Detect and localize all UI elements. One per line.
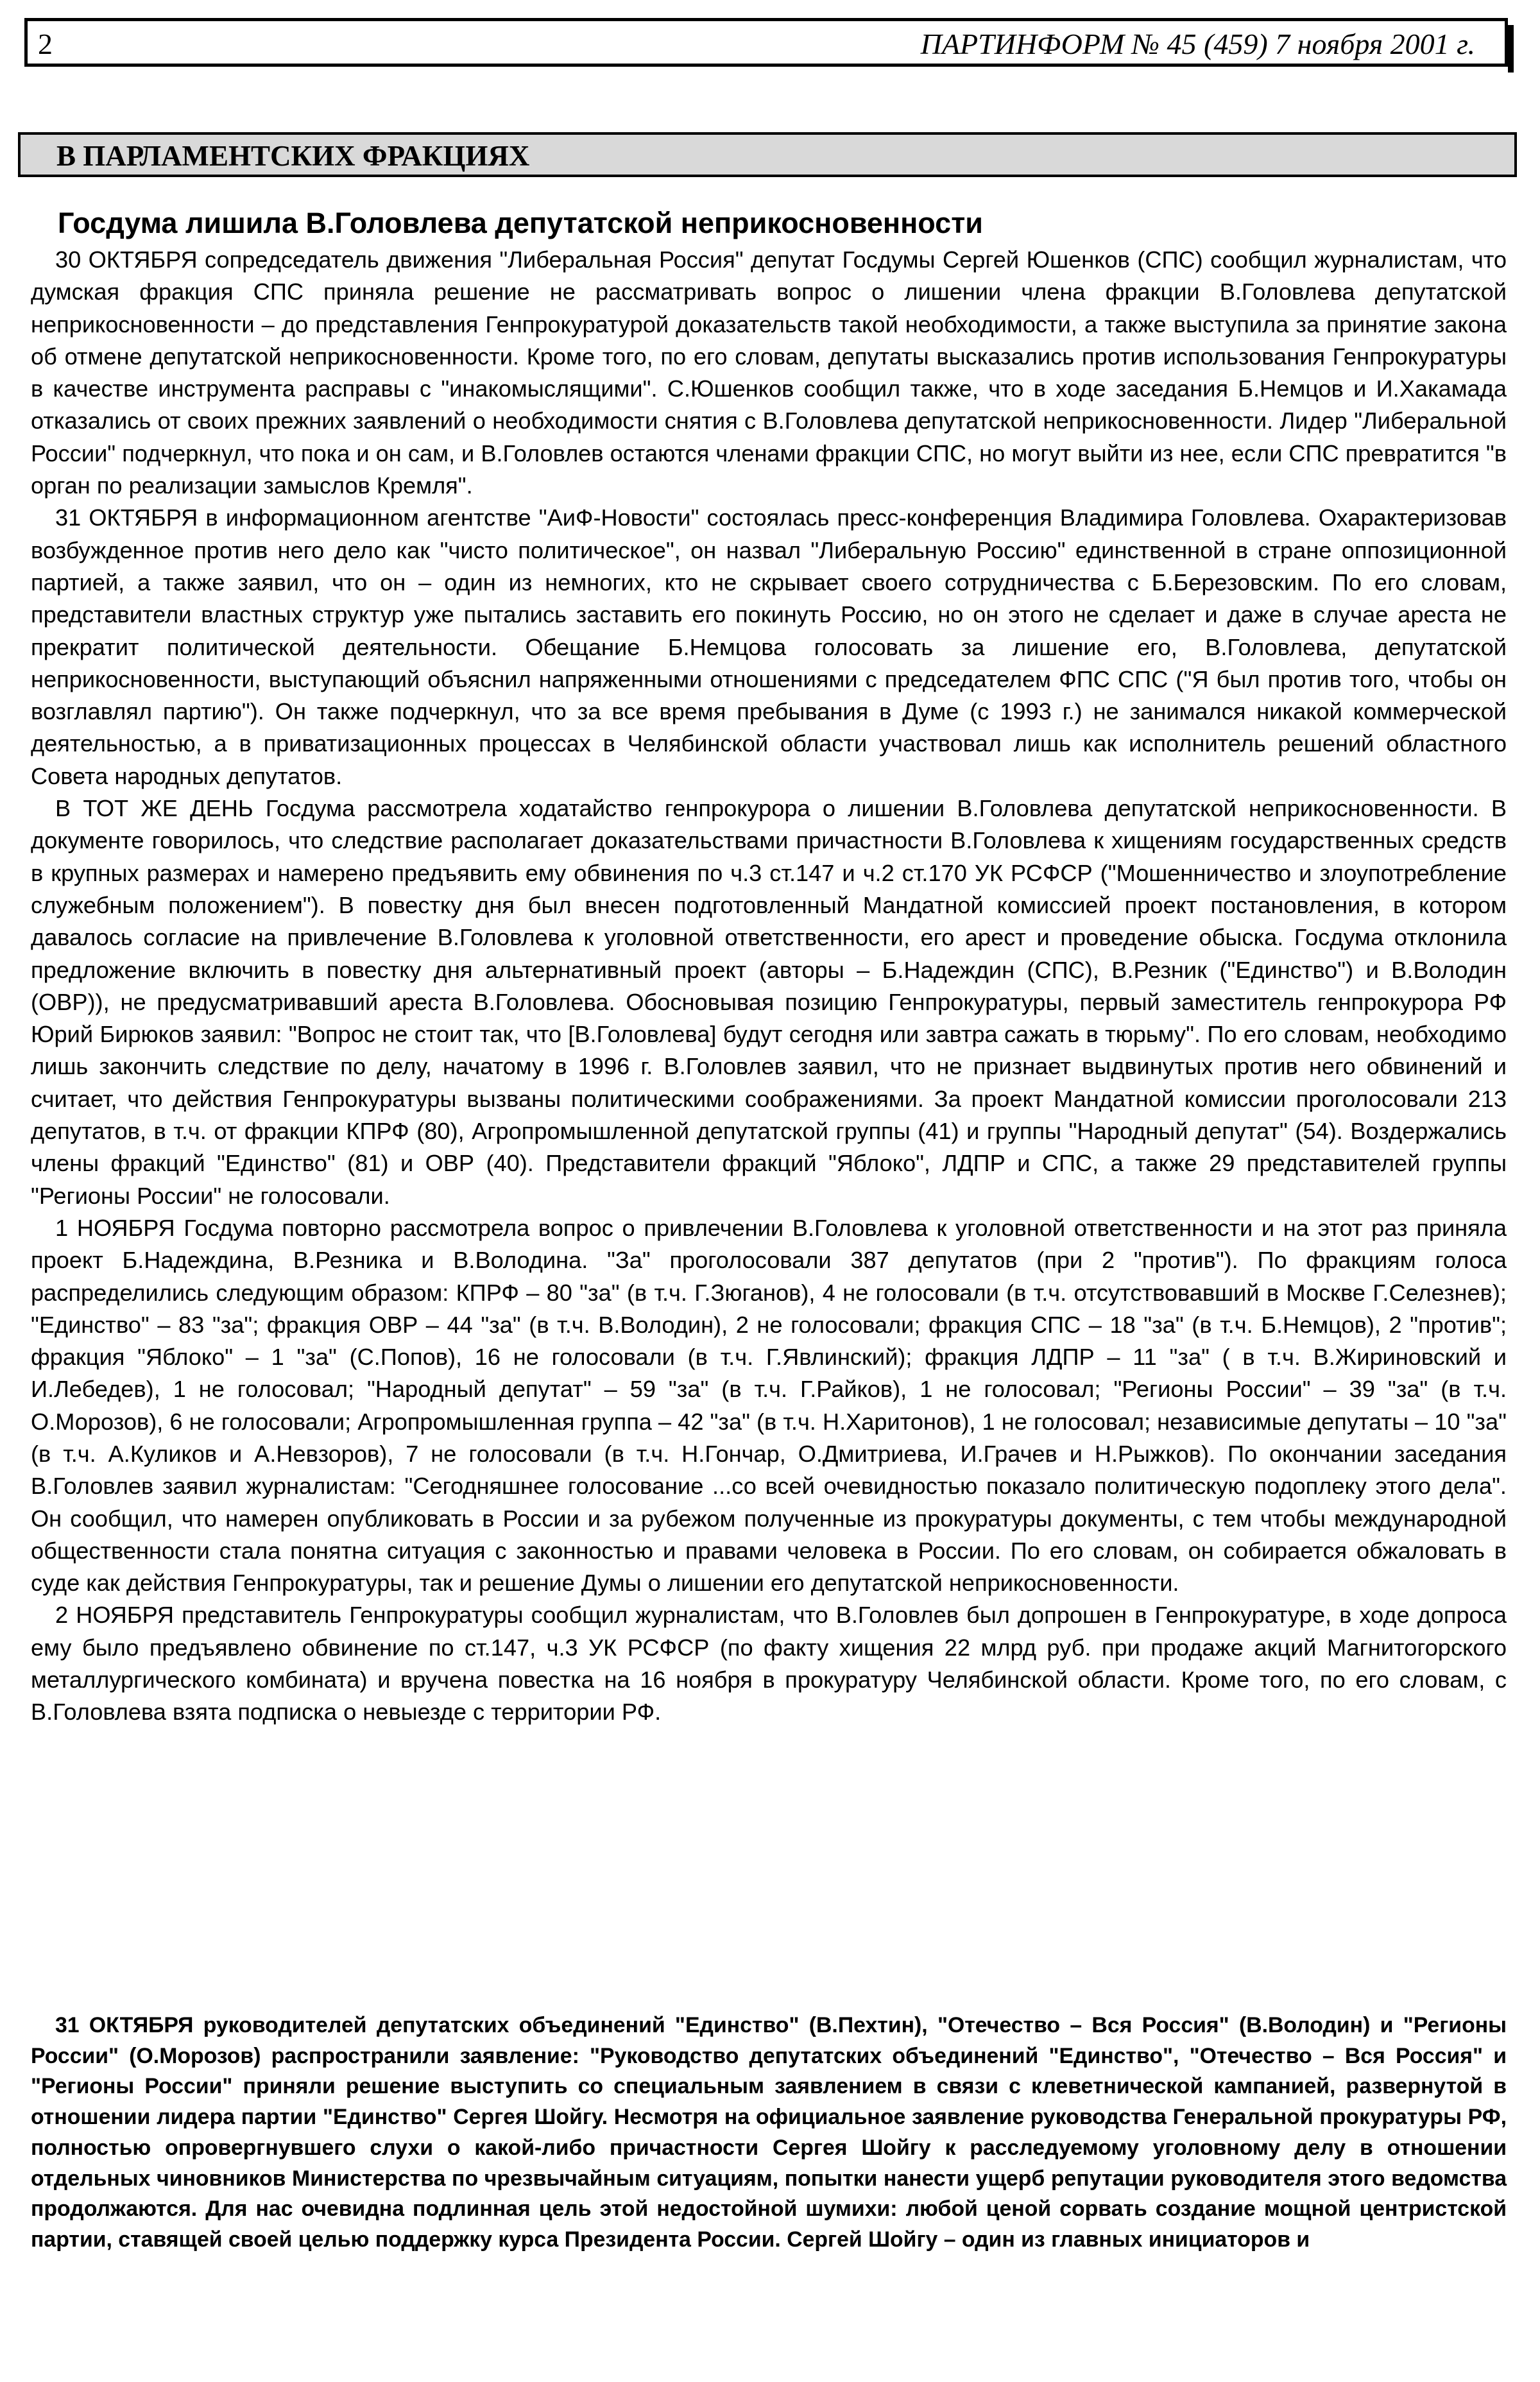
article-paragraph: 1 НОЯБРЯ Госдума повторно рассмотрела вопрос о привлечении В.Головлева к уголовной ответственности и на этот раз приняла проект Б.Надеждина, В.Резника и В.Володина. "За" проголосовали 387 депутатов (при 2 "против"). По фракциям голоса распределились следующим образом: КПРФ – 80 "за" (в т.ч. Г.Зюганов), 4 не голосовали (в т.ч. отсутствовавший в Москве Г.Селезнев); "Единство" – 83 "за"; фракция ОВР – 44 "за" (в т.ч. В.Володин), 2 не голосовали; фракция СПС – 18 "за" (в т.ч. Б.Немцов), 2 "против"; фракция "Яблоко" – 1 "за" (С.Попов), 16 не голосовали (в т.ч. Г.Явлинский); фракция ЛДПР – 11 "за" ( в т.ч. В.Жириновский и И.Лебедев), 1 не голосовал; "Народный депутат" – 59 "за" (в т.ч. Г.Райков), 1 не голосовал; "Регионы России" – 39 "за" (в т.ч. О.Морозов), 6 не голосовали; Агропромышленная группа – 42 "за" (в т.ч. Н.Харитонов), 1 не голосовал; независимые депутаты – 10 "за" (в т.ч. А.Куликов и А.Невзоров), 7 не голосовали (в т.ч. Н.Гончар, О.Дмитриева, И.Грачев и Н.Рыжков). По окончании заседания В.Головлев заявил журналистам: "Сегодняшнее голосование ...со всей очевидностью показало политическую подоплеку этого дела". Он сообщил, что намерен опубликовать в России и за рубежом полученные из прокуратуры документы, с тем чтобы международной общественности стала понятна ситуация с законностью и правами человека в России. По его словам, он собирается обжаловать в суде как действия Генпрокуратуры, так и решение Думы о лишении его депутатской неприкосновенности. <box>31 1214 1507 1597</box>
statement-text: 31 ОКТЯБРЯ руководителей депутатских объединений "Единство" (В.Пехтин), "Отечество – Вся Россия" (В.Володин) и "Регионы России" (О.Морозов) распространили заявление: "Руководство депутатских объединений "Единство", "Отечество – Вся Россия" и "Регионы России" приняли решение выступить со специальным заявлением в связи с клеветнической кампанией, развернутой в отношении лидера партии "Единство" Сергея Шойгу. Несмотря на официальное заявление руководства Генеральной прокуратуры РФ, полностью опровергнувшего слухи о какой-либо причастности Сергея Шойгу к расследуемому уголовному делу в отношении отдельных чиновников Министерства по чрезвычайным ситуациям, попытки нанести ущерб репутации руководителя этого ведомства продолжаются. Для нас очевидна подлинная цель этой недостойной шумихи: любой ценой сорвать создание мощной центристской партии, ставящей своей целью поддержку курса Президента России. Сергей Шойгу – один из главных инициаторов и <box>31 2013 1507 2252</box>
section-title: В ПАРЛАМЕНТСКИХ ФРАКЦИЯХ <box>56 140 530 172</box>
article-paragraph: 30 ОКТЯБРЯ сопредседатель движения "Либеральная Россия" депутат Госдумы Сергей Юшенков (СПС) сообщил журналистам, что думская фракция СПС приняла решение не рассматривать вопрос о лишении члена фракции В.Головлева депутатской неприкосновенности – до представления Генпрокуратурой доказательств такой необходимости, а также выступила за принятие закона об отмене депутатской неприкосновенности. Кроме того, по его словам, депутаты высказались против использования Генпрокуратуры в качестве инструмента расправы с "инакомыслящими". С.Юшенков сообщил также, что в ходе заседания Б.Немцов и И.Хакамада отказались от своих прежних заявлений о необходимости снятия с В.Головлева депутатской неприкосновенности. Лидер "Либеральной России" подчеркнул, что пока и он сам, и В.Головлев остаются членами фракции СПС, но могут выйти из нее, если СПС превратится "в орган по реализации замыслов Кремля". <box>31 246 1507 499</box>
article-title: Госдума лишила В.Головлева депутатской неприкосновенности <box>58 207 983 239</box>
article-paragraph: 31 ОКТЯБРЯ в информационном агентстве "АиФ-Новости" состоялась пресс-конференция Владимира Головлева. Охарактеризовав возбужденное против него дело как "чисто политическое", он назвал "Либеральную Россию" единственной в стране оппозиционной партией, а также заявил, что он – один из немногих, кто не скрывает своего сотрудничества с Б.Березовским. По его словам, представители властных структур уже пытались заставить его покинуть Россию, но он этого не сделает и даже в случае ареста не прекратит политической деятельности. Обещание Б.Немцова голосовать за лишение его, В.Головлева, депутатской неприкосновенности, выступающий объяснил напряженными отношениями с председателем ФПС СПС ("Я был против того, чтобы он возглавлял партию"). Он также подчеркнул, что за все время пребывания в Думе (с 1993 г.) не занимался никакой коммерческой деятельностью, а в приватизационных процессах в Челябинской области участвовал лишь как исполнитель решений областного Совета народных депутатов. <box>31 504 1507 789</box>
article-paragraph: В ТОТ ЖЕ ДЕНЬ Госдума рассмотрела ходатайство генпрокурора о лишении В.Головлева депутатской неприкосновенности. В документе говорилось, что следствие располагает доказательствами причастности В.Головлева к хищениям государственных средств в крупных размерах и намерено предъявить ему обвинения по ч.3 ст.147 и ч.2 ст.170 УК РСФСР ("Мошенничество и злоупотребление служебным положением"). В повестку дня был внесен подготовленный Мандатной комиссией проект постановления, в котором давалось согласие на привлечение В.Головлева к уголовной ответственности, его арест и проведение обыска. Госдума отклонила предложение включить в повестку дня альтернативный проект (авторы – Б.Надеждин (СПС), В.Резник ("Единство") и В.Володин (ОВР)), не предусматривавший ареста В.Головлева. Обосновывая позицию Генпрокуратуры, первый заместитель генпрокурора РФ Юрий Бирюков заявил: "Вопрос не стоит так, что [В.Головлева] будут сегодня или завтра сажать в тюрьму". По его словам, необходимо лишь закончить следствие по делу, начатому в 1996 г. В.Головлев заявил, что не признает выдвинутых против него обвинений и считает, что действия Генпрокуратуры вызваны политическими соображениями. За проект Мандатной комиссии проголосовали 213 депутатов, в т.ч. от фракции КПРФ (80), Агропромышленной депутатской группы (41) и группы "Народный депутат" (54). Воздержались члены фракций "Единство" (81) и ОВР (40). Представители фракций "Яблоко", ЛДПР и СПС, а также 29 представителей группы "Регионы России" не голосовали. <box>31 795 1507 1209</box>
section-header <box>18 132 1517 177</box>
issue-info: ПАРТИНФОРМ № 45 (459) 7 ноября 2001 г. <box>920 28 1475 60</box>
statement-block <box>31 2010 1507 2256</box>
page-header <box>24 18 1508 67</box>
article-paragraph: 2 НОЯБРЯ представитель Генпрокуратуры сообщил журналистам, что В.Головлев был допрошен в Генпрокуратуре, в ходе допроса ему было предъявлено обвинение по ст.147, ч.3 УК РСФСР (по факту хищения 22 млрд руб. при продаже акций Магнитогорского металлургического комбината) и вручена повестка на 16 ноября в прокуратуру Челябинской области. Кроме того, по его словам, с В.Головлева взята подписка о невыезде с территории РФ. <box>31 1602 1507 1726</box>
article-body <box>31 244 1507 1729</box>
page-number: 2 <box>38 28 53 60</box>
